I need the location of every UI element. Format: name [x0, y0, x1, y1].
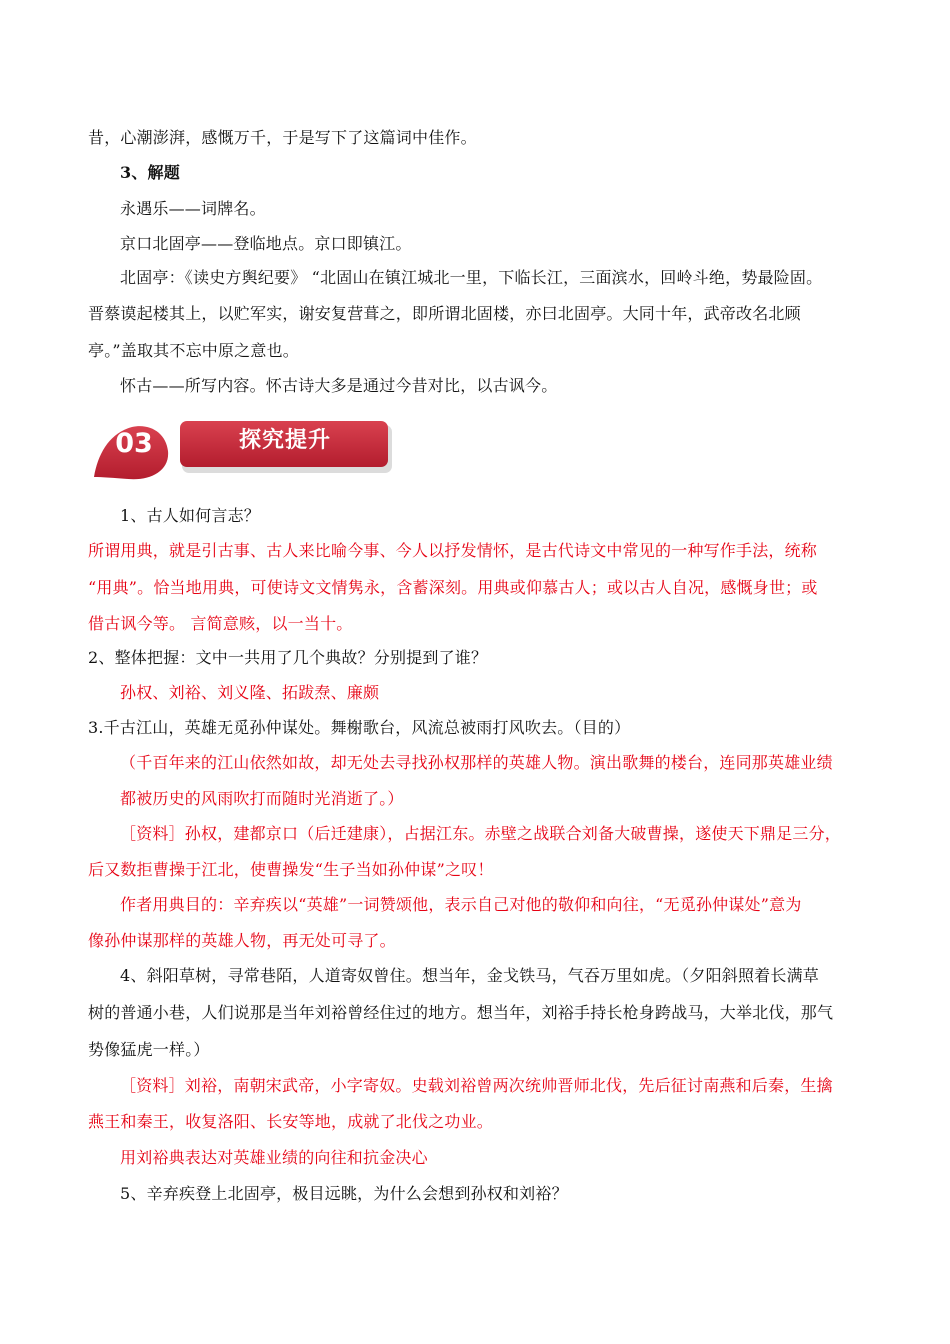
answer-line: 借古讽今等。 言简意赅，以一当十。 [88, 614, 353, 633]
text-line: 亭。”盖取其不忘中原之意也。 [88, 341, 299, 360]
text-line: 北固亭：《读史方舆纪要》 “北固山在镇江城北一里，下临长江，三面滨水，回岭斗绝，势最险固。 [120, 268, 823, 287]
section-heading: 3、解题 [120, 163, 180, 182]
answer-line: 孙权、刘裕、刘义隆、拓跋焘、廉颇 [120, 683, 380, 702]
answer-line: （千百年来的江山依然如故，却无处去寻找孙权那样的英雄人物。演出歌舞的楼台，连同那英雄业绩 [120, 753, 833, 772]
answer-line: 后又数拒曹操于江北，使曹操发“生子当如孙仲谋”之叹！ [88, 860, 494, 879]
answer-line: 都被历史的风雨吹打而随时光消逝了。） [120, 789, 404, 808]
text-line: 怀古——所写内容。怀古诗大多是通过今昔对比，以古讽今。 [120, 376, 558, 395]
question-line: 5、辛弃疾登上北固亭，极目远眺，为什么会想到孙权和刘裕？ [120, 1184, 568, 1203]
question-line: 2、整体把握：文中一共用了几个典故？分别提到了谁？ [88, 648, 488, 667]
answer-line: “用典”。恰当地用典，可使诗文文情隽永，含蓄深刻。用典或仰慕古人；或以古人自况，感慨身世；或 [88, 578, 818, 597]
question-line: 4、斜阳草树，寻常巷陌，人道寄奴曾住。想当年，金戈铁马，气吞万里如虎。（夕阳斜照着长满草 [120, 966, 819, 985]
answer-line: 用刘裕典表达对英雄业绩的向往和抗金决心 [120, 1148, 428, 1167]
answer-line: 作者用典目的：辛弃疾以“英雄”一词赞颂他，表示自己对他的敬仰和向往，“无觅孙仲谋处”意为 [120, 895, 802, 914]
text-line: 京口北固亭——登临地点。京口即镇江。 [120, 234, 412, 253]
question-line: 势像猛虎一样。） [88, 1040, 210, 1059]
section-number: 03 [115, 428, 153, 459]
question-line: 3.千古江山，英雄无觅孙仲谋处。舞榭歌台，风流总被雨打风吹去。（目的） [88, 718, 631, 737]
answer-line: 所谓用典，就是引古事、古人来比喻今事、今人以抒发情怀，是古代诗文中常见的一种写作手法，统称 [88, 541, 818, 560]
text-line: 晋蔡谟起楼其上，以贮军实，谢安复营葺之，即所谓北固楼，亦曰北固亭。大同十年，武帝改名北顾 [88, 304, 801, 323]
text-line: 永遇乐——词牌名。 [120, 199, 266, 218]
answer-line: ［资料］刘裕，南朝宋武帝，小字寄奴。史载刘裕曾两次统帅晋师北伐，先后征讨南燕和后秦，生擒 [120, 1076, 833, 1095]
answer-line: 燕王和秦王，收复洛阳、长安等地，成就了北伐之功业。 [88, 1112, 494, 1131]
question-line: 1、古人如何言志？ [120, 506, 260, 525]
question-line: 树的普通小巷，人们说那是当年刘裕曾经住过的地方。想当年，刘裕手持长枪身跨战马，大举北伐，那气 [88, 1003, 834, 1022]
answer-line: 像孙仲谋那样的英雄人物，再无处可寻了。 [88, 931, 396, 950]
answer-line: ［资料］孙权，建都京口（后迁建康），占据江东。赤壁之战联合刘备大破曹操，遂使天下鼎足三分， [120, 824, 842, 843]
section-title: 探究提升 [238, 428, 331, 453]
text-line: 昔，心潮澎湃，感慨万千，于是写下了这篇词中佳作。 [88, 128, 477, 147]
